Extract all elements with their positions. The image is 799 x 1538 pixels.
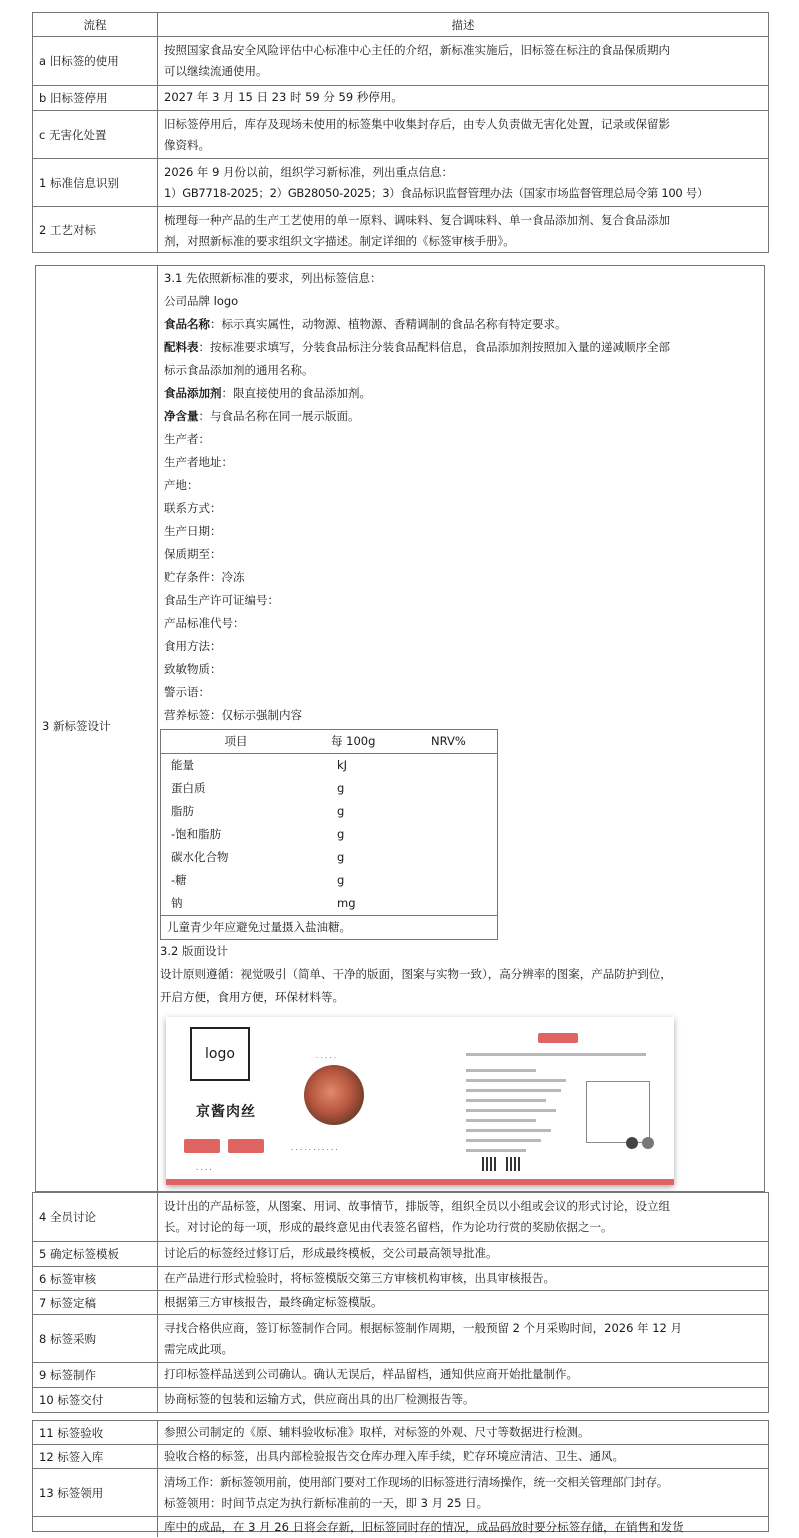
- step-cell: b 旧标签停用: [33, 86, 158, 110]
- desc-line: 在产品进行形式检验时，将标签模版交第三方审核机构审核，出具审核报告。: [164, 1271, 555, 1285]
- food-name-item: [164, 313, 758, 336]
- desc-line: 长。对讨论的每一项，形成的最终意见由代表签名留档，作为论功行赏的奖励依据之一。: [164, 1220, 613, 1234]
- additives-text: ：限直接使用的食品添加剂。: [221, 386, 371, 400]
- desc-line: 设计出的产品标签，从图案、用词、故事情节，排版等，组织全员以小组或会议的形式讨论，设立组: [164, 1199, 670, 1213]
- text-line-decoration: [466, 1149, 526, 1152]
- desc-line: 清场工作：新标签领用前，使用部门要对工作现场的旧标签进行清场操作，统一交相关管理部门封存。: [164, 1475, 668, 1489]
- step-cell: 3 新标签设计: [36, 266, 158, 1193]
- desc-cell: [158, 1421, 768, 1444]
- label-mockup-image: [166, 1017, 674, 1185]
- desc-cell: [158, 1388, 768, 1412]
- nutrient-unit: g: [337, 873, 345, 887]
- barcode-icon: [506, 1157, 520, 1171]
- text-line-decoration: [466, 1139, 541, 1142]
- step-cell: 7 标签定稿: [33, 1291, 158, 1314]
- table-row: [33, 1242, 768, 1267]
- nutrition-col-per100g: 每 100g: [331, 734, 376, 748]
- desc-cell: [158, 1242, 768, 1266]
- field-item: 生产者：: [164, 432, 210, 446]
- net-content-item: [164, 405, 758, 428]
- process-table-2: [32, 1192, 769, 1413]
- text-line-decoration: [466, 1119, 536, 1122]
- nutrient-unit: g: [337, 804, 345, 818]
- field-item: 营养标签：仅标示强制内容: [164, 708, 302, 722]
- table-row: [33, 1363, 768, 1388]
- product-photo: [304, 1065, 364, 1125]
- nutrition-row: [161, 846, 497, 869]
- nutrient-name: 碳水化合物: [171, 850, 229, 864]
- desc-cell: [158, 1469, 768, 1516]
- desc-line: 库中的成品，在 3 月 26 日将会存新，旧标签同时存的情况，成品码放时要分标签存储，在销售和发货: [164, 1520, 684, 1534]
- nutrition-col-nrv: NRV%: [431, 734, 466, 748]
- nutrient-name: -糖: [171, 873, 187, 887]
- text-line-decoration: [466, 1129, 551, 1132]
- text-line-decoration: [466, 1053, 646, 1056]
- nutrient-unit: g: [337, 781, 345, 795]
- badge-decoration: [228, 1139, 264, 1153]
- table-row: [33, 1388, 768, 1412]
- desc-cell: [158, 1315, 768, 1362]
- table-row: [33, 1267, 768, 1291]
- table-row: [33, 1291, 768, 1315]
- recycle-icon: [642, 1137, 654, 1149]
- field-item: 生产日期：: [164, 524, 222, 538]
- step-cell: 11 标签验收: [33, 1421, 158, 1444]
- desc-cell: [158, 1363, 768, 1387]
- badge-decoration: [184, 1139, 220, 1153]
- field-item: 产地：: [164, 478, 199, 492]
- desc-cell: [158, 1193, 768, 1241]
- additives-label: 食品添加剂: [164, 386, 222, 400]
- step-cell: c 无害化处置: [33, 111, 158, 158]
- table-row: [33, 207, 768, 252]
- desc-line: 验收合格的标签，出具内部检验报告交仓库办理入库手续，贮存环境应清洁、卫生、通风。: [164, 1449, 624, 1463]
- header-desc: 描述: [451, 18, 475, 32]
- brand-logo-item: 公司品牌 logo: [164, 294, 239, 308]
- food-name-text: ：标示真实属性，动物源、植物源、香精调制的食品名称有特定要求。: [210, 317, 567, 331]
- step-cell: 1 标准信息识别: [33, 159, 158, 206]
- desc-line: 旧标签停用后，库存及现场未使用的标签集中收集封存后，由专人负责做无害化处置，记录或保留影: [164, 117, 670, 131]
- table-row: [33, 1315, 768, 1363]
- nutrition-table: [160, 729, 498, 940]
- nutrition-row: [161, 823, 497, 846]
- desc-cell: [158, 111, 768, 158]
- desc-line: 1）GB7718-2025；2）GB28050-2025；3）食品标识监督管理办法（国家市场监督管理总局令第 100 号）: [164, 186, 709, 200]
- desc-line: 按照国家食品安全风险评估中心标准中心主任的介绍，新标准实施后，旧标签在标注的食品保质期内: [164, 43, 670, 57]
- desc-line: 可以继续流通使用。: [164, 64, 268, 78]
- design-content: [158, 266, 764, 1193]
- nutrient-name: -饱和脂肪: [171, 827, 222, 841]
- text-line-decoration: [466, 1089, 561, 1092]
- step-cell: [33, 1517, 158, 1537]
- table-row: [33, 111, 768, 159]
- desc-line: 2027 年 3 月 15 日 23 时 59 分 59 秒停用。: [164, 90, 403, 104]
- field-item: 产品标准代号：: [164, 616, 245, 630]
- desc-line: 剂，对照新标准的要求组织文字描述。制定详细的《标签审核手册》。: [164, 234, 515, 248]
- layout-text: 开启方便，食用方便，环保材料等。: [160, 990, 344, 1004]
- ingredients-label: 配料表: [164, 340, 199, 354]
- qr-code-icon: [482, 1157, 496, 1171]
- field-item: 生产者地址：: [164, 455, 233, 469]
- layout-text: 设计原则遵循：视觉吸引（简单、干净的版面，图案与实物一致），高分辨率的图案，产品防护到位，: [160, 967, 672, 981]
- slogan-decoration: · · · · · · · · · · ·: [291, 1146, 338, 1154]
- desc-cell: [158, 207, 768, 252]
- nutrient-name: 脂肪: [171, 804, 194, 818]
- desc-line: 参照公司制定的《原、辅料验收标准》取样，对标签的外观、尺寸等数据进行检测。: [164, 1425, 590, 1439]
- desc-line: 讨论后的标签经过修订后，形成最终模板，交公司最高领导批准。: [164, 1246, 498, 1260]
- table-row: [33, 1469, 768, 1517]
- step-cell: 2 工艺对标: [33, 207, 158, 252]
- desc-cell: [158, 86, 768, 110]
- product-name: 京酱肉丝: [196, 1104, 256, 1120]
- ingredients-item: [164, 336, 758, 359]
- table-row: [33, 1421, 768, 1445]
- nutrient-name: 钠: [171, 896, 183, 910]
- nutrition-row: [161, 892, 497, 915]
- desc-line: 需完成此项。: [164, 1342, 233, 1356]
- text-line-decoration: [466, 1109, 556, 1112]
- field-item: 致敏物质：: [164, 662, 222, 676]
- field-item: 食用方法：: [164, 639, 222, 653]
- table-row: [33, 1193, 768, 1242]
- nutrient-unit: g: [337, 850, 345, 864]
- header-step: 流程: [33, 13, 158, 36]
- weight-decoration: · · · ·: [196, 1166, 212, 1174]
- nutrition-col-item: 项目: [224, 734, 248, 748]
- desc-line: 打印标签样品送到公司确认。确认无误后，样品留档，通知供应商开始批量制作。: [164, 1367, 578, 1381]
- desc-line: 寻找合格供应商，签订标签制作合同。根据标签制作周期，一般预留 2 个月采购时间，2026 年 12 月: [164, 1321, 682, 1335]
- step-cell: 13 标签领用: [33, 1469, 158, 1516]
- text-line-decoration: [466, 1099, 546, 1102]
- desc-cell: [158, 159, 768, 206]
- desc-line: 协商标签的包装和运输方式，供应商出具的出厂检测报告等。: [164, 1392, 475, 1406]
- step-cell: 12 标签入库: [33, 1445, 158, 1468]
- net-content-label: 净含量: [164, 409, 199, 423]
- desc-line: 标签领用：时间节点定为执行新标准前的一天，即 3 月 25 日。: [164, 1496, 489, 1510]
- field-item: 联系方式：: [164, 501, 222, 515]
- label-design-table: [35, 265, 765, 1192]
- ingredients-text: ：按标准要求填写，分装食品标注分装食品配料信息，食品添加剂按照加入量的递减顺序全部: [198, 340, 670, 354]
- design-intro: 3.1 先依照新标准的要求，列出标签信息：: [164, 271, 382, 285]
- table-row: [33, 1445, 768, 1469]
- nutrition-row: [161, 754, 497, 777]
- ingredients-item-cont: 标示食品添加剂的通用名称。: [164, 363, 314, 377]
- tag-decoration: [538, 1033, 578, 1043]
- desc-cell: [158, 1267, 768, 1290]
- process-table-3: [32, 1420, 769, 1532]
- nutrient-unit: g: [337, 827, 345, 841]
- field-item: 保质期至：: [164, 547, 222, 561]
- nutrition-row: [161, 800, 497, 823]
- table-row: [33, 159, 768, 207]
- desc-line: 像资料。: [164, 138, 210, 152]
- nutrient-unit: mg: [337, 896, 356, 910]
- text-line-decoration: [466, 1079, 566, 1082]
- food-name-label: 食品名称: [164, 317, 210, 331]
- table-row: [33, 86, 768, 111]
- desc-line: 根据第三方审核报告，最终确定标签模版。: [164, 1295, 383, 1309]
- table-row: [33, 37, 768, 86]
- field-item: 食品生产许可证编号：: [164, 593, 279, 607]
- desc-line: 梳理每一种产品的生产工艺使用的单一原料、调味料、复合调味料、单一食品添加剂、复合食品添加: [164, 213, 670, 227]
- step-cell: 6 标签审核: [33, 1267, 158, 1290]
- text-line-decoration: [466, 1069, 536, 1072]
- additives-item: [164, 382, 758, 405]
- recycle-icon: [626, 1137, 638, 1149]
- nutrition-footer: 儿童青少年应避免过量摄入盐油糖。: [161, 915, 497, 939]
- desc-cell: [158, 1291, 768, 1314]
- step-cell: 5 确定标签模板: [33, 1242, 158, 1266]
- nutrient-unit: kJ: [337, 758, 348, 772]
- logo-placeholder: logo: [190, 1027, 250, 1081]
- nutrition-row: [161, 777, 497, 800]
- table-header-row: [33, 13, 768, 37]
- arc-text-decoration: · · · · ·: [316, 1054, 337, 1062]
- nutrition-row: [161, 869, 497, 892]
- layout-title: 3.2 版面设计: [160, 944, 228, 958]
- desc-cell: [158, 1517, 768, 1537]
- table-row: [33, 1517, 768, 1537]
- step-cell: 8 标签采购: [33, 1315, 158, 1362]
- desc-cell: [158, 1445, 768, 1468]
- nutrient-name: 蛋白质: [171, 781, 206, 795]
- step-cell: 4 全员讨论: [33, 1193, 158, 1241]
- net-content-text: ：与食品名称在同一展示版面。: [198, 409, 360, 423]
- table-row: [36, 266, 764, 1193]
- step-cell: a 旧标签的使用: [33, 37, 158, 85]
- process-table-1: [32, 12, 769, 253]
- nutrition-header: [161, 730, 497, 754]
- nutrient-name: 能量: [171, 758, 194, 772]
- bottom-strip: [166, 1179, 674, 1185]
- mini-nutrition-table: [586, 1081, 650, 1143]
- desc-line: 2026 年 9 月份以前，组织学习新标准，列出重点信息：: [164, 165, 454, 179]
- step-cell: 9 标签制作: [33, 1363, 158, 1387]
- desc-cell: [158, 37, 768, 85]
- field-item: 贮存条件：冷冻: [164, 570, 245, 584]
- step-cell: 10 标签交付: [33, 1388, 158, 1412]
- field-item: 警示语：: [164, 685, 210, 699]
